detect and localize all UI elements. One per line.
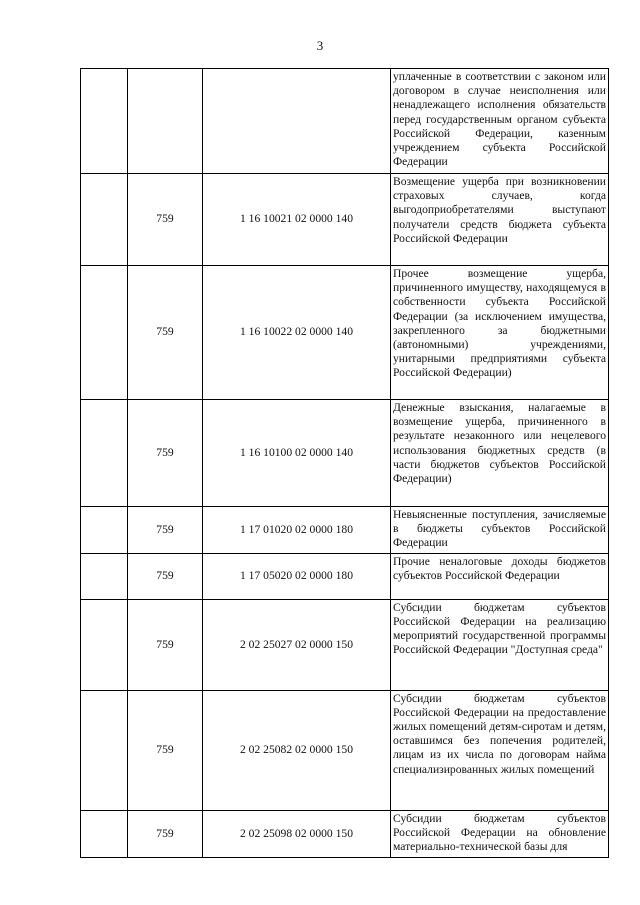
empty-cell [81, 599, 128, 690]
table-row [81, 69, 609, 174]
admin-code-cell: 759 [128, 553, 203, 599]
description-cell [391, 810, 609, 857]
admin-code-cell: 759 [128, 266, 203, 400]
page-number: 3 [316, 38, 324, 53]
description-cell [391, 400, 609, 507]
description-cell [391, 553, 609, 599]
description-cell [391, 507, 609, 554]
kbk-code-cell: 1 16 10022 02 0000 140 [203, 266, 391, 400]
description-text: уплаченные в соответствии с законом или договором в случае неисполнения или ненадлежащего исполнения обязательств перед государственным органом субъекта Российской Федерации, казенным учреждением субъекта Российской Федерации [393, 70, 606, 169]
kbk-code-cell: 1 17 05020 02 0000 180 [203, 553, 391, 599]
description-cell [391, 690, 609, 810]
description-cell [391, 174, 609, 266]
kbk-code-cell: 1 16 10100 02 0000 140 [203, 400, 391, 507]
empty-cell [81, 690, 128, 810]
table-row [81, 690, 609, 810]
table-row [81, 599, 609, 690]
admin-code-cell: 759 [128, 599, 203, 690]
kbk-code-cell: 1 16 10021 02 0000 140 [203, 174, 391, 266]
table-row [81, 400, 609, 507]
description-cell [391, 266, 609, 400]
budget-classification-table [80, 68, 609, 858]
empty-cell [81, 69, 128, 174]
description-text: Субсидии бюджетам субъектов Российской Федерации на обновление материально-технической базы для [393, 811, 606, 854]
empty-cell [81, 553, 128, 599]
description-text: Денежные взыскания, налагаемые в возмещение ущерба, причиненного в результате незаконного или нецелевого использования бюджетных средств (в части бюджетов субъектов Российской Федерации) [393, 401, 606, 486]
kbk-code-cell: 1 17 01020 02 0000 180 [203, 507, 391, 554]
empty-cell [81, 810, 128, 857]
table-row [81, 553, 609, 599]
admin-code-cell: 759 [128, 810, 203, 857]
kbk-code-cell [203, 69, 391, 174]
description-cell [391, 599, 609, 690]
table-row [81, 174, 609, 266]
admin-code-cell: 759 [128, 400, 203, 507]
description-text: Субсидии бюджетам субъектов Российской Федерации на реализацию мероприятий государственной программы Российской Федерации "Доступная среда" [393, 600, 606, 657]
admin-code-cell: 759 [128, 690, 203, 810]
admin-code-cell: 759 [128, 507, 203, 554]
kbk-code-cell: 2 02 25027 02 0000 150 [203, 599, 391, 690]
description-text: Возмещение ущерба при возникновении страховых случаев, когда выгодоприобретателями выступают получатели средств бюджета субъекта Российской Федерации [393, 175, 606, 245]
description-text: Субсидии бюджетам субъектов Российской Федерации на предоставление жилых помещений детям-сиротам и детям, оставшимся без попечения родителей, лицам из их числа по договорам найма специализированных жилых помещений [393, 691, 606, 776]
description-text: Прочие неналоговые доходы бюджетов субъектов Российской Федерации [393, 554, 606, 582]
empty-cell [81, 266, 128, 400]
admin-code-cell [128, 69, 203, 174]
admin-code-cell: 759 [128, 174, 203, 266]
table-row [81, 507, 609, 554]
empty-cell [81, 400, 128, 507]
description-cell [391, 69, 609, 174]
description-text: Прочее возмещение ущерба, причиненного имуществу, находящемуся в собственности субъекта Российской Федерации (за исключением имущества, закрепленного за бюджетными (автономными) учреждениями, унитарными предприятиями субъекта Российской Федерации) [393, 267, 606, 380]
empty-cell [81, 174, 128, 266]
table-row [81, 810, 609, 857]
empty-cell [81, 507, 128, 554]
description-text: Невыясненные поступления, зачисляемые в бюджеты субъектов Российской Федерации [393, 508, 606, 550]
kbk-code-cell: 2 02 25098 02 0000 150 [203, 810, 391, 857]
table-row [81, 266, 609, 400]
kbk-code-cell: 2 02 25082 02 0000 150 [203, 690, 391, 810]
